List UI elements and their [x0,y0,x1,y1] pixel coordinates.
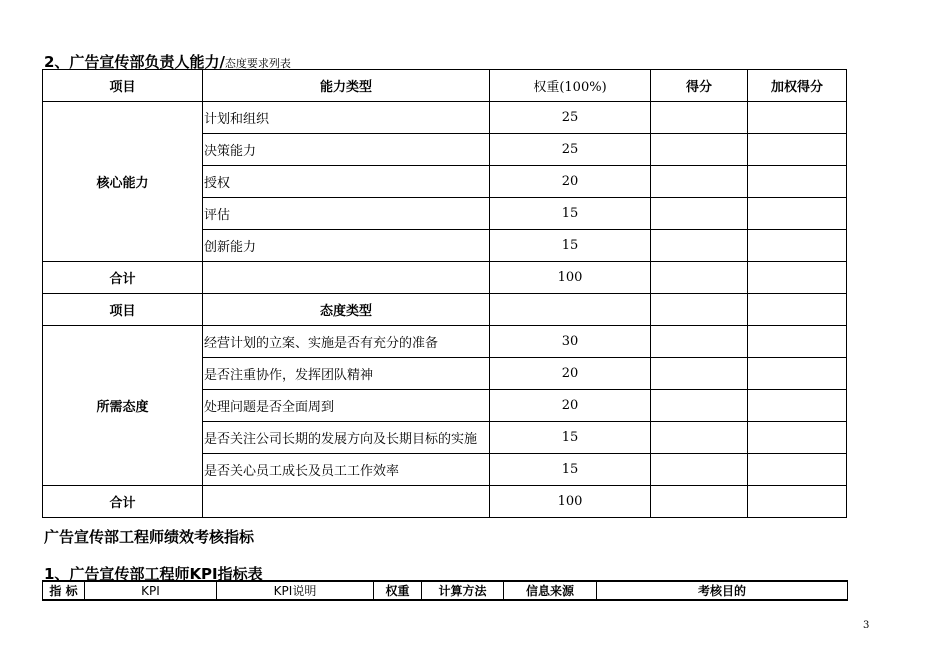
weight-cell: 20 [490,166,651,198]
score-cell[interactable] [651,390,748,422]
score-cell[interactable] [651,454,748,486]
weight-cell: 15 [490,454,651,486]
attitude-type-cell: 处理问题是否全面周到 [203,390,490,422]
weighted-score-cell[interactable] [748,422,847,454]
total-label: 合计 [43,262,203,294]
score-cell[interactable] [651,102,748,134]
kpi-header-indicator: 指 标 [43,581,85,600]
ability-type-cell: 决策能力 [203,134,490,166]
header-weighted-score: 加权得分 [748,70,847,102]
weighted-score-cell[interactable] [748,390,847,422]
page-number: 3 [863,620,870,631]
kpi-header-weight: 权重 [374,581,422,600]
ability-attitude-table [42,69,847,518]
kpi-header-row [43,581,848,600]
score-cell[interactable] [651,358,748,390]
weight-cell: 25 [490,134,651,166]
weighted-score-cell[interactable] [748,486,847,518]
table-row [43,326,847,358]
weighted-score-cell[interactable] [748,326,847,358]
score-cell[interactable] [651,262,748,294]
weight-cell: 20 [490,390,651,422]
score-cell[interactable] [651,166,748,198]
header-item: 项目 [43,70,203,102]
header-attitude-type: 态度类型 [203,294,490,326]
attitude-label: 所需态度 [43,326,203,486]
section-1-title: 1、广告宣传部工程师KPI指标表 [44,565,263,583]
kpi-header-source: 信息来源 [504,581,597,600]
section-2-title: 2、广告宣传部负责人能力/态度要求列表 [44,53,291,71]
ability-type-cell: 评估 [203,198,490,230]
weighted-score-cell[interactable] [748,358,847,390]
weighted-score-cell[interactable] [748,262,847,294]
attitude-type-cell: 是否关注公司长期的发展方向及长期目标的实施 [203,422,490,454]
kpi-header-kpi: KPI [85,581,217,600]
total-weight: 100 [490,486,651,518]
header-ability-type: 能力类型 [203,70,490,102]
core-total-row [43,262,847,294]
ability-type-cell: 授权 [203,166,490,198]
weight-cell: 15 [490,230,651,262]
weight-cell: 15 [490,422,651,454]
engineer-heading: 广告宣传部工程师绩效考核指标 [44,528,255,546]
total-label: 合计 [43,486,203,518]
total-weight: 100 [490,262,651,294]
weighted-score-cell[interactable] [748,454,847,486]
attitude-total-row [43,486,847,518]
weight-cell: 15 [490,198,651,230]
ability-type-cell: 创新能力 [203,230,490,262]
score-cell[interactable] [651,422,748,454]
core-ability-label: 核心能力 [43,102,203,262]
weight-cell: 25 [490,102,651,134]
ability-type-cell: 计划和组织 [203,102,490,134]
table-row [43,102,847,134]
attitude-type-cell: 经营计划的立案、实施是否有充分的准备 [203,326,490,358]
score-cell[interactable] [651,198,748,230]
kpi-header-purpose: 考核目的 [597,581,848,600]
weighted-score-cell[interactable] [748,102,847,134]
weighted-score-cell[interactable] [748,230,847,262]
header-weight: 权重(100%) [490,70,651,102]
score-cell[interactable] [651,486,748,518]
weighted-score-cell[interactable] [748,166,847,198]
attitude-header-row [43,294,847,326]
attitude-type-cell: 是否注重协作，发挥团队精神 [203,358,490,390]
weight-cell: 30 [490,326,651,358]
kpi-header-method: 计算方法 [422,581,504,600]
score-cell[interactable] [651,230,748,262]
attitude-type-cell: 是否关心员工成长及员工工作效率 [203,454,490,486]
score-cell[interactable] [651,134,748,166]
header-score: 得分 [651,70,748,102]
table-header-row [43,70,847,102]
weighted-score-cell[interactable] [748,134,847,166]
weighted-score-cell[interactable] [748,198,847,230]
score-cell[interactable] [651,326,748,358]
header-item: 项目 [43,294,203,326]
kpi-header-description: KPI说明 [217,581,374,600]
weight-cell: 20 [490,358,651,390]
kpi-table [42,580,848,601]
